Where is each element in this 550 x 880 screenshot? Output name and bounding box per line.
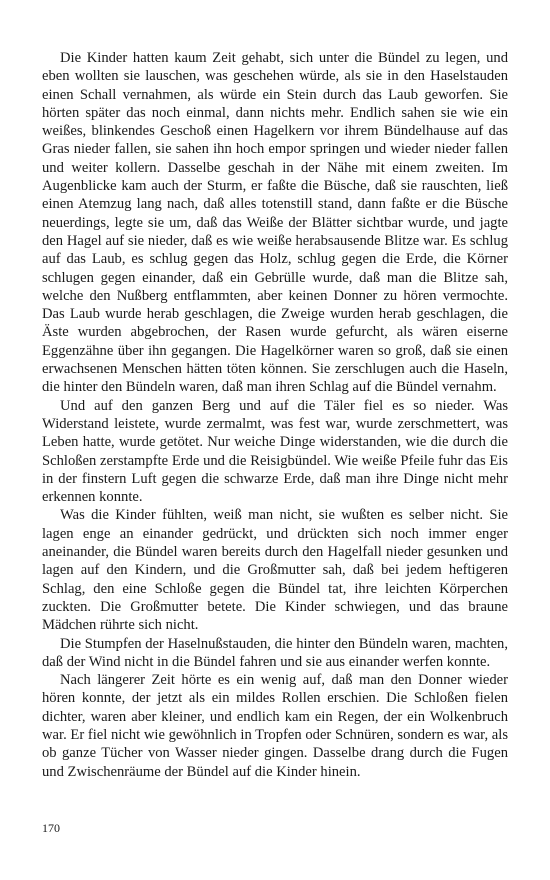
paragraph: Die Kinder hatten kaum Zeit gehabt, sich unter die Bündel zu legen, und eben wollten sie lauschen, was geschehen würde, als sie in den Haselstauden einen Schall vernahmen, als würde ein Stein durch das Laub geworfen. Sie hörten später das noch einmal, dann nichts mehr. Endlich sahen sie wie ein weißes, blinkendes Geschoß einen Hagelkern vor ihrem Bündelhause auf das Gras nieder fallen, sie sahen ihn hoch empor springen und wieder nieder fallen und weiter kollern. Dasselbe geschah in der Nähe mit einem zweiten. Im Augenblicke kam auch der Sturm, er faßte die Büsche, daß sie rauschten, ließ einen Atemzug lang nach, daß alles totenstill stand, dann faßte er die Büsche neuerdings, legte sie um, daß das Weiße der Blätter sichtbar wurde, und jagte den Hagel auf sie nieder, daß es wie weiße herabsausende Blitze war. Es schlug auf das Laub, es schlug gegen das Holz, schlug gegen die Erde, die Körner schlugen gegen einander, daß ein Gebrülle wurde, daß man die Blitze sah, welche den Nußberg entflammten, aber keinen Donner zu hören vermochte. Das Laub wurde herab geschlagen, die Zweige wurden herab geschlagen, die Äste wurden abgebrochen, der Rasen wurde gefurcht, als wären eiserne Eggenzähne über ihn gegangen. Die Hagelkörner waren so groß, daß sie einen erwachsenen Menschen hätten töten können. Sie zerschlugen auch die Haseln, die hinter den Bündeln waren, daß man ihren Schlag auf die Bündel vernahm. [42, 50, 508, 396]
paragraph: Und auf den ganzen Berg und auf die Täler fiel es so nieder. Was Widerstand leistete, wurde zermalmt, was fest war, wurde zerschmettert, was Leben hatte, wurde getötet. Nur weiche Dinge widerstanden, wie die durch die Schloßen zerstampfte Erde und die Reisigbündel. Wie weiße Pfeile fuhr das Eis in der finstern Luft gegen die schwarze Erde, daß man ihre Dinge nicht mehr erkennen konnte. [42, 397, 508, 506]
page-number: 170 [42, 821, 60, 835]
paragraph: Die Stumpfen der Haselnußstauden, die hinter den Bündeln waren, machten, daß der Wind nicht in die Bündel fahren und sie aus einander werfen konnte. [42, 635, 508, 670]
body-text [42, 49, 508, 781]
paragraph: Was die Kinder fühlten, weiß man nicht, sie wußten es selber nicht. Sie lagen enge an einander gedrückt, und drückten sich noch immer enger aneinander, die Bündel waren bereits durch den Hagelfall nieder gesunken und lagen auf den Kindern, und die Großmutter sah, daß bei jedem heftigeren Schlag, den eine Schloße gegen die Bündel tat, ihre leichten Körperchen zuckten. Die Großmutter betete. Die Kinder schwiegen, und das braune Mädchen rührte sich nicht. [42, 507, 508, 634]
paragraph: Nach längerer Zeit hörte es ein wenig auf, daß man den Donner wieder hören konnte, der jetzt als ein mildes Rollen erschien. Die Schloßen fielen dichter, waren aber kleiner, und endlich kam ein Regen, der ein Wolkenbruch war. Er fiel nicht wie gewöhnlich in Tropfen oder Schnüren, sondern es war, als ob ganze Tücher von Wasser nieder gingen. Dasselbe drang durch die Fugen und Zwischenräume der Bündel auf die Kinder hinein. [42, 672, 508, 780]
